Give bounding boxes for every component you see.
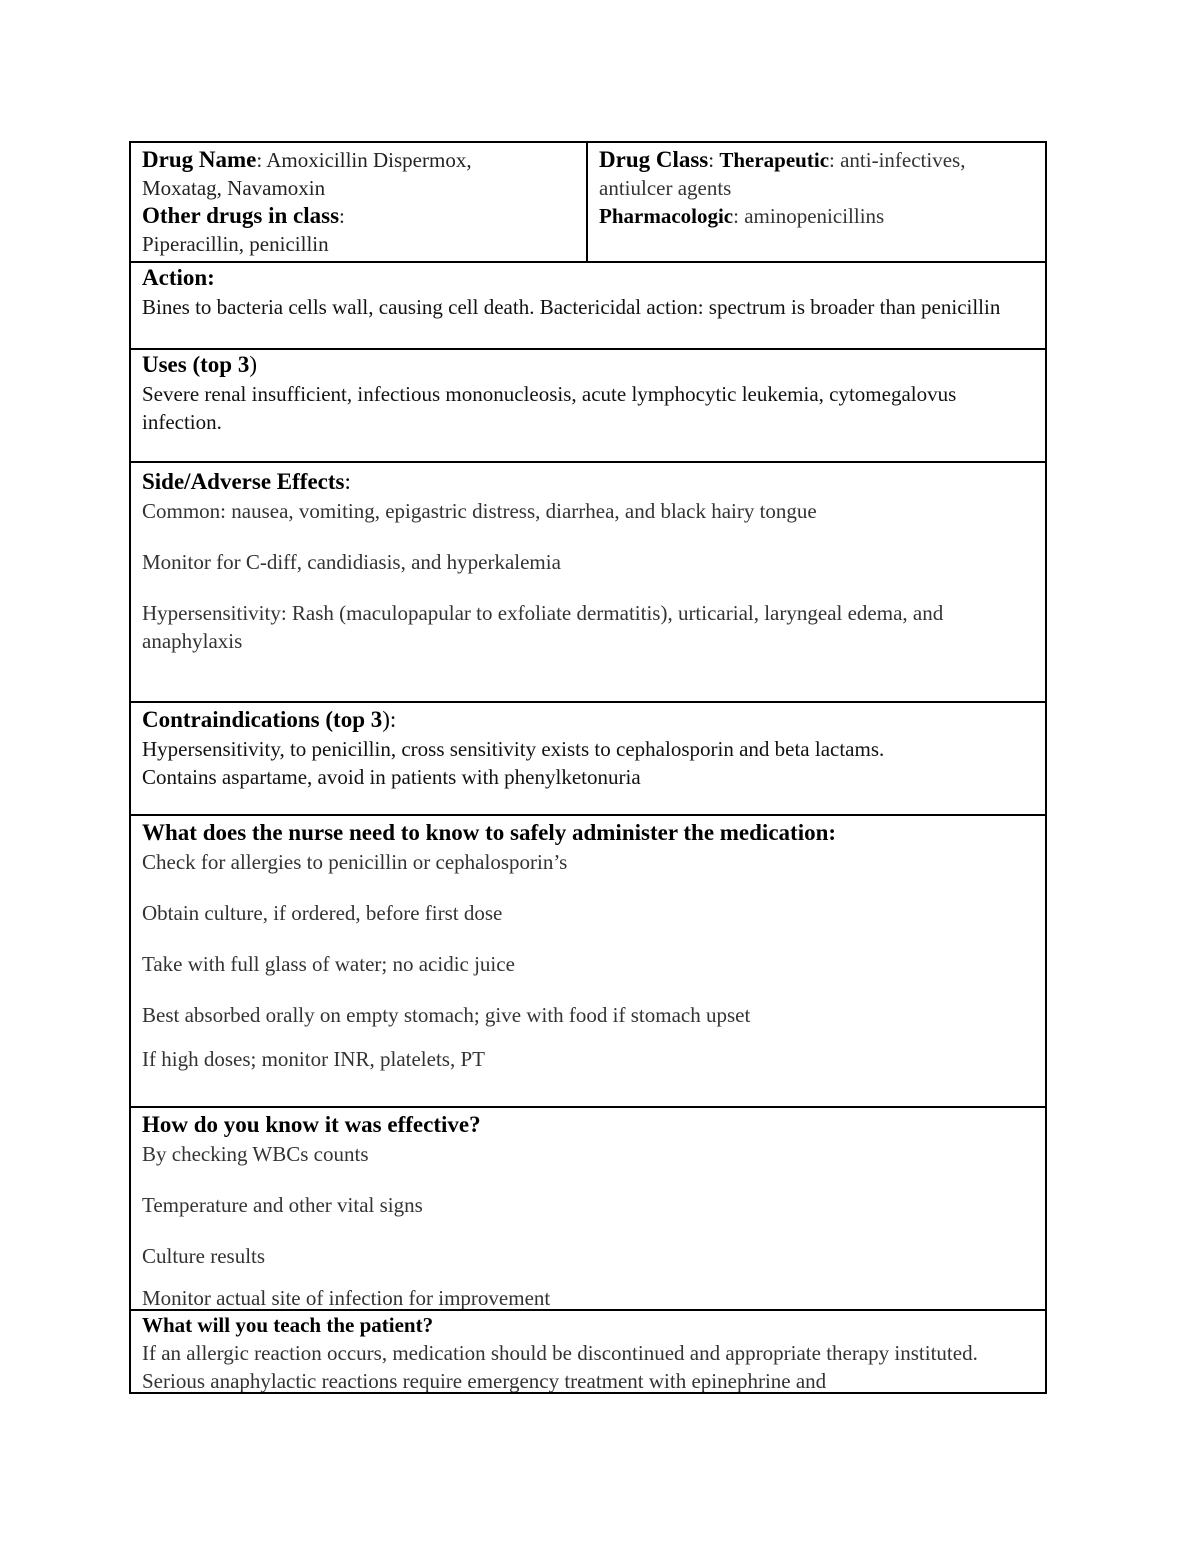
action-heading: Action: [142,265,215,290]
uses-section [131,348,1045,461]
side-effects-heading-line [142,467,1034,497]
pharmacologic-line [599,202,1034,230]
other-drugs-colon: : [339,204,345,228]
effective-heading: How do you know it was effective? [142,1112,481,1137]
drug-class-cell [588,143,1045,261]
nurse-heading: What does the nurse need to know to safely administer the medication: [142,820,837,845]
effective-item: Culture results [142,1244,266,1268]
teach-text: If an allergic reaction occurs, medication should be discontinued and appropriate therapy instituted. Serious anaphylactic reactions require emergency treatment with epinephrine and [142,1341,978,1392]
uses-text: Severe renal insufficient, infectious mononucleosis, acute lymphocytic leukemia, cytomegalovus infection. [142,382,957,434]
uses-heading-end: ) [249,352,258,377]
drug-name-cell [131,143,588,261]
drug-class-label: Drug Class [599,147,709,172]
effective-item: Monitor actual site of infection for improvement [142,1286,551,1309]
other-drugs-line [142,202,575,230]
drug-card-table [129,141,1047,1394]
uses-heading-line [142,350,1034,380]
therapeutic-label: Therapeutic [719,148,830,172]
drug-class-line [599,146,1034,174]
drug-name-value-cont: Moxatag, Navamoxin [142,176,326,200]
contraindications-section [131,701,1045,814]
side-effect-item: Hypersensitivity: Rash (maculopapular to exfoliate dermatitis), urticarial, laryngeal edema, and anaphylaxis [142,601,944,653]
side-effect-item: Monitor for C-diff, candidiasis, and hyperkalemia [142,550,561,574]
teach-heading: What will you teach the patient? [142,1313,434,1337]
drug-name-value: : Amoxicillin Dispermox, [256,148,472,172]
contraindications-line: Contains aspartame, avoid in patients with phenylketonuria [142,765,641,789]
contraindications-heading-line [142,705,1034,735]
contraindications-heading-end: ): [382,707,397,732]
action-text: Bines to bacteria cells wall, causing cell death. Bactericidal action: spectrum is broader than penicillin [142,295,1001,319]
contraindications-heading: Contraindications (top 3 [142,707,383,732]
nurse-item: Best absorbed orally on empty stomach; give with food if stomach upset [142,1003,751,1027]
side-effects-heading: Side/Adverse Effects [142,469,345,494]
other-drugs-label: Other drugs in class [142,203,340,228]
side-effect-item: Common: nausea, vomiting, epigastric distress, diarrhea, and black hairy tongue [142,499,817,523]
side-effects-heading-end: : [344,469,351,494]
drug-name-label: Drug Name [142,147,257,172]
therapeutic-value: : anti-infectives, [829,148,966,172]
drug-name-line [142,146,575,174]
teach-section [131,1309,1045,1392]
therapeutic-value-cont: antiulcer agents [599,176,732,200]
other-drugs-value: Piperacillin, penicillin [142,232,329,256]
header-row [131,143,1045,261]
nurse-item: If high doses; monitor INR, platelets, PT [142,1047,485,1071]
nurse-item: Take with full glass of water; no acidic juice [142,952,515,976]
nurse-item: Obtain culture, if ordered, before first dose [142,901,503,925]
effective-section [131,1106,1045,1309]
drug-class-colon: : [708,148,720,172]
effective-item: By checking WBCs counts [142,1142,369,1166]
side-effects-section [131,461,1045,701]
nurse-section [131,814,1045,1106]
nurse-item: Check for allergies to penicillin or cephalosporin’s [142,850,568,874]
uses-heading: Uses (top 3 [142,352,250,377]
pharmacologic-value: : aminopenicillins [733,204,885,228]
contraindications-line: Hypersensitivity, to penicillin, cross sensitivity exists to cephalosporin and beta lactams. [142,737,885,761]
effective-item: Temperature and other vital signs [142,1193,423,1217]
pharmacologic-label: Pharmacologic [599,204,734,228]
action-section [131,261,1045,348]
